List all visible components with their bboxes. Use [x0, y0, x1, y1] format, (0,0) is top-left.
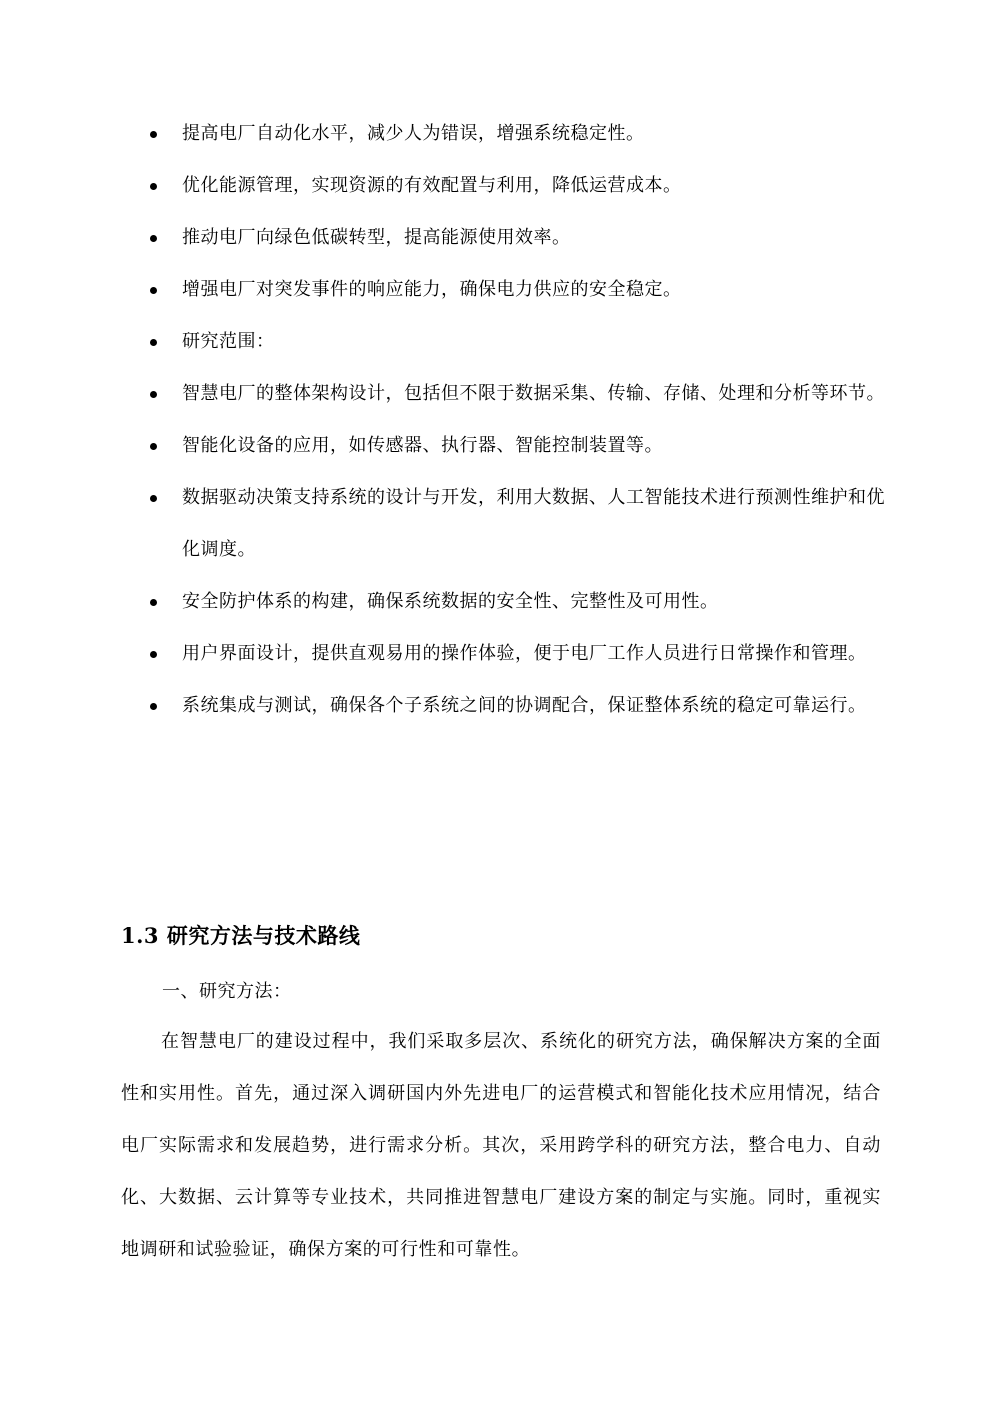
- bullet-text: 推动电厂向绿色低碳转型，提高能源使用效率。: [182, 227, 571, 248]
- bullet-dot-icon: [150, 183, 157, 190]
- bullet-item: [150, 420, 890, 472]
- sub-heading: 一、研究方法：: [162, 981, 292, 1002]
- bullet-item: [150, 108, 890, 160]
- bullet-text: 用户界面设计，提供直观易用的操作体验，便于电厂工作人员进行日常操作和管理。: [182, 643, 867, 664]
- bullet-text: 数据驱动决策支持系统的设计与开发，利用大数据、人工智能技术进行预测性维护和优化调度。: [182, 487, 885, 560]
- bullet-text: 增强电厂对突发事件的响应能力，确保电力供应的安全稳定。: [182, 279, 682, 300]
- bullet-item: [150, 628, 890, 680]
- bullet-item: [150, 264, 890, 316]
- body-paragraph: 在智慧电厂的建设过程中，我们采取多层次、系统化的研究方法，确保解决方案的全面性和实用性。首先，通过深入调研国内外先进电厂的运营模式和智能化技术应用情况，结合电厂实际需求和发展趋势，进行需求分析。其次，采用跨学科的研究方法，整合电力、自动化、大数据、云计算等专业技术，共同推进智慧电厂建设方案的制定与实施。同时，重视实地调研和试验验证，确保方案的可行性和可靠性。: [121, 1031, 881, 1260]
- bullet-text: 优化能源管理，实现资源的有效配置与利用，降低运营成本。: [182, 175, 682, 196]
- bullet-dot-icon: [150, 287, 157, 294]
- bullet-item: [150, 472, 890, 576]
- bullet-dot-icon: [150, 651, 157, 658]
- bullet-item: [150, 680, 890, 732]
- bullet-text: 安全防护体系的构建，确保系统数据的安全性、完整性及可用性。: [182, 591, 719, 612]
- bullet-dot-icon: [150, 703, 157, 710]
- bullet-dot-icon: [150, 131, 157, 138]
- bullet-dot-icon: [150, 495, 157, 502]
- bullet-dot-icon: [150, 339, 157, 346]
- bullet-dot-icon: [150, 599, 157, 606]
- bullet-dot-icon: [150, 443, 157, 450]
- bullet-text: 智慧电厂的整体架构设计，包括但不限于数据采集、传输、存储、处理和分析等环节。: [182, 383, 885, 404]
- bullet-text: 系统集成与测试，确保各个子系统之间的协调配合，保证整体系统的稳定可靠运行。: [182, 695, 867, 716]
- bullet-item: [150, 368, 890, 420]
- bullet-item: [150, 212, 890, 264]
- bullet-dot-icon: [150, 235, 157, 242]
- bullet-item: [150, 160, 890, 212]
- bullet-text: 提高电厂自动化水平，减少人为错误，增强系统稳定性。: [182, 123, 645, 144]
- bullet-dot-icon: [150, 391, 157, 398]
- section-heading: 1.3 研究方法与技术路线: [121, 923, 361, 948]
- objectives-bullet-list: [150, 108, 890, 732]
- bullet-item: [150, 576, 890, 628]
- bullet-text: 研究范围：: [182, 331, 275, 352]
- bullet-item: [150, 316, 890, 368]
- bullet-text: 智能化设备的应用，如传感器、执行器、智能控制装置等。: [182, 435, 663, 456]
